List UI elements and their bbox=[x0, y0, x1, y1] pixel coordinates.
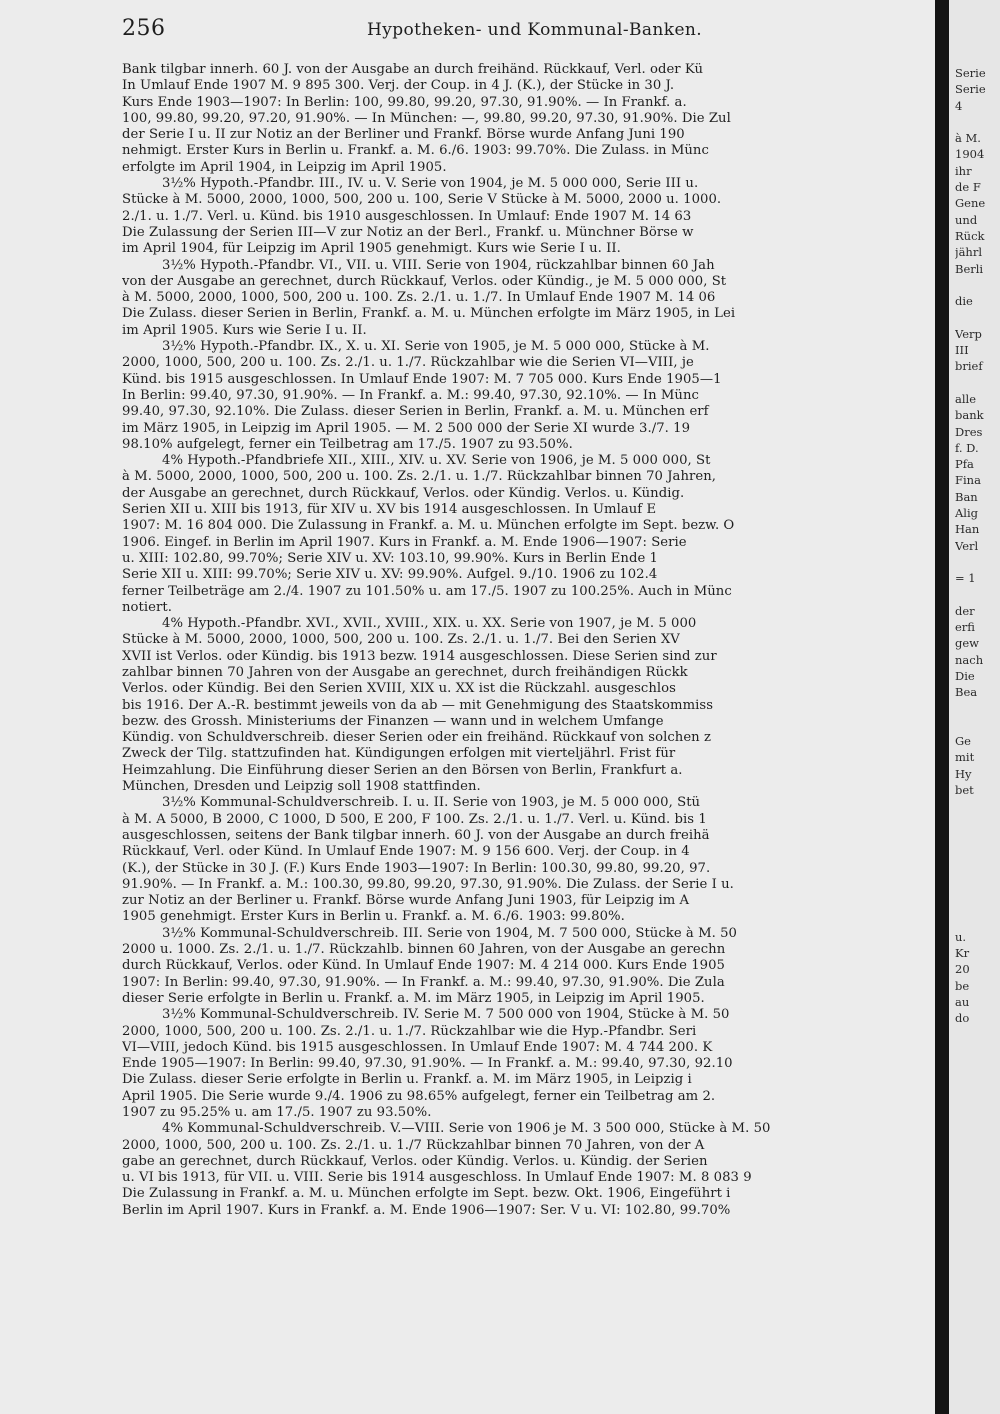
adjacent-page-fragment bbox=[955, 831, 999, 847]
text-line: der Ausgabe an gerechnet, durch Rückkauf, Verlos. oder Kündig. Verlos. u. Kündig. bbox=[122, 485, 685, 501]
text-line: München, Dresden und Leipzig soll 1908 stattfinden. bbox=[122, 779, 481, 795]
text-line: 1907 zu 95.25% u. am 17./5. 1907 zu 93.50%. bbox=[122, 1105, 432, 1120]
adjacent-page-fragment: die bbox=[955, 294, 973, 309]
adjacent-page-fragment: f. D. bbox=[955, 440, 979, 455]
text-line: 1907: In Berlin: 99.40, 97.30, 91.90%. — In Frankf. a. M.: 99.40, 97.30, 91.90%. Die Zula bbox=[122, 974, 725, 990]
text-line: nehmigt. Erster Kurs in Berlin u. Frankf. a. M. 6./6. 1903: 99.70%. Die Zulass. in Münc bbox=[122, 143, 709, 159]
text-line: 3½% Hypoth.-Pfandbr. VI., VII. u. VIII. Serie von 1904, rückzahlbar binnen 60 Jah bbox=[162, 257, 715, 273]
text-line: im April 1904, für Leipzig im April 1905 genehmigt. Kurs wie Serie I u. II. bbox=[122, 241, 621, 257]
adjacent-page-fragment: Alig bbox=[955, 506, 979, 521]
adjacent-page-fragment: Berli bbox=[955, 261, 984, 276]
text-line: 1906. Eingef. in Berlin im April 1907. Kurs in Frankf. a. M. Ende 1906—1907: Serie bbox=[122, 534, 687, 550]
adjacent-page-fragment: à M. bbox=[955, 131, 981, 146]
adjacent-page-fragment: der bbox=[955, 603, 975, 618]
adjacent-page-fragment: Die bbox=[955, 668, 975, 683]
text-line: 2000, 1000, 500, 200 u. 100. Zs. 2./1. u. 1./7 Rückzahlbar binnen 70 Jahren, von der A bbox=[122, 1137, 705, 1153]
adjacent-page-fragment: erfi bbox=[955, 620, 975, 635]
adjacent-page-fragment: Ban bbox=[955, 489, 978, 504]
adjacent-page-fragment bbox=[955, 847, 999, 863]
adjacent-page-fragment: Gene bbox=[955, 196, 986, 211]
text-line: 3½% Kommunal-Schuldverschreib. I. u. II. Serie von 1903, je M. 5 000 000, Stü bbox=[162, 795, 701, 811]
text-line: ferner Teilbeträge am 2./4. 1907 zu 101.50% u. am 17./5. 1907 zu 100.25%. Auch in Münc bbox=[122, 583, 732, 599]
text-line: Die Zulass. dieser Serie erfolgte in Berlin u. Frankf. a. M. im März 1905, in Leipzig i bbox=[122, 1072, 692, 1088]
adjacent-page-fragment: Hy bbox=[955, 766, 972, 781]
adjacent-page-fragment bbox=[955, 309, 999, 325]
text-line: u. VI bis 1913, für VII. u. VIII. Serie bis 1914 ausgeschloss. In Umlauf Ende 1907: M. 8 083 9 bbox=[122, 1170, 752, 1186]
text-line: u. XIII: 102.80, 99.70%; Serie XIV u. XV: 103.10, 99.90%. Kurs in Berlin Ende 1 bbox=[122, 550, 658, 566]
text-line: 3½% Kommunal-Schuldverschreib. III. Serie von 1904, M. 7 500 000, Stücke à M. 50 bbox=[162, 925, 737, 941]
text-line: 91.90%. — In Frankf. a. M.: 100.30, 99.80, 99.20, 97.30, 91.90%. Die Zulass. der Serie I u. bbox=[122, 876, 734, 892]
text-line: 2000, 1000, 500, 200 u. 100. Zs. 2./1. u. 1./7. Rückzahlbar wie die Serien VI—VIII, je bbox=[122, 355, 694, 371]
text-line: zur Notiz an der Berliner u. Frankf. Börse wurde Anfang Juni 1903, für Leipzig im A bbox=[122, 893, 690, 909]
adjacent-page-fragment: Han bbox=[955, 522, 980, 537]
adjacent-page-fragment: Bea bbox=[955, 685, 978, 700]
adjacent-page-fragment bbox=[955, 375, 999, 391]
text-line: Die Zulassung in Frankf. a. M. u. München erfolgte im Sept. bezw. Okt. 1906, Eingeführt i bbox=[122, 1186, 731, 1202]
text-line: 3½% Kommunal-Schuldverschreib. IV. Serie M. 7 500 000 von 1904, Stücke à M. 50 bbox=[162, 1007, 730, 1023]
adjacent-page-fragment: Serie bbox=[955, 66, 986, 80]
body-text bbox=[122, 62, 928, 1362]
text-line: Ende 1905—1907: In Berlin: 99.40, 97.30, 91.90%. — In Frankf. a. M.: 99.40, 97.30, 92.10 bbox=[122, 1056, 733, 1072]
adjacent-page-fragment: u. bbox=[955, 929, 967, 944]
running-title: Hypotheken- und Kommunal-Banken. bbox=[367, 20, 703, 40]
text-line: zahlbar binnen 70 Jahren von der Ausgabe an gerechnet, durch freihändigen Rückk bbox=[122, 664, 688, 680]
text-line: erfolgte im April 1904, in Leipzig im April 1905. bbox=[122, 159, 447, 175]
text-line: In Umlauf Ende 1907 M. 9 895 300. Verj. der Coup. in 4 J. (K.), der Stücke in 30 J. bbox=[122, 78, 675, 94]
adjacent-page-fragment: ihr bbox=[955, 163, 972, 178]
text-line: von der Ausgabe an gerechnet, durch Rückkauf, Verlos. oder Kündig., je M. 5 000 000, St bbox=[122, 273, 727, 289]
adjacent-page-fragment bbox=[955, 554, 999, 570]
adjacent-page-fragment: Kr bbox=[955, 946, 970, 961]
text-line: ausgeschlossen, seitens der Bank tilgbar innerh. 60 J. von der Ausgabe an durch freihä bbox=[122, 827, 710, 843]
adjacent-page-text bbox=[955, 65, 999, 1026]
adjacent-page-fragment: do bbox=[955, 1011, 970, 1026]
text-line: Zweck der Tilg. stattzufinden hat. Kündigungen erfolgen mit vierteljährl. Frist für bbox=[122, 746, 676, 762]
text-line: dieser Serie erfolgte in Berlin u. Frankf. a. M. im März 1905, in Leipzig im April 1905. bbox=[122, 990, 705, 1006]
adjacent-page-fragment: 1904 bbox=[955, 147, 985, 162]
adjacent-page-fragment: bank bbox=[955, 408, 984, 423]
text-line: Die Zulass. dieser Serien in Berlin, Frankf. a. M. u. München erfolgte im März 1905, in Lei bbox=[122, 306, 736, 322]
adjacent-page-fragment bbox=[955, 815, 999, 831]
adjacent-page-fragment bbox=[955, 587, 999, 603]
text-line: 100, 99.80, 99.20, 97.20, 91.90%. — In München: —, 99.80, 99.20, 97.30, 91.90%. Die Zul bbox=[122, 110, 731, 126]
text-line: XVII ist Verlos. oder Kündig. bis 1913 bezw. 1914 ausgeschlossen. Diese Serien sind zur bbox=[122, 648, 717, 664]
text-line: à M. 5000, 2000, 1000, 500, 200 u. 100. Zs. 2./1. u. 1./7. Rückzahlbar binnen 70 Jahren, bbox=[122, 469, 716, 485]
text-line: Die Zulassung der Serien III—V zur Notiz an der Berl., Frankf. u. Münchner Börse w bbox=[122, 224, 694, 240]
text-line: Serie XII u. XIII: 99.70%; Serie XIV u. XV: 99.90%. Aufgel. 9./10. 1906 zu 102.4 bbox=[122, 567, 658, 583]
text-line: 1905 genehmigt. Erster Kurs in Berlin u. Frankf. a. M. 6./6. 1903: 99.80%. bbox=[122, 909, 625, 925]
adjacent-page-fragment: de F bbox=[955, 180, 981, 195]
text-line: Rückkauf, Verl. oder Künd. In Umlauf Ende 1907: M. 9 156 600. Verj. der Coup. in 4 bbox=[122, 844, 690, 860]
text-line: à M. 5000, 2000, 1000, 500, 200 u. 100. Zs. 2./1. u. 1./7. In Umlauf Ende 1907 M. 14 06 bbox=[122, 290, 716, 306]
adjacent-page-fragment: 4 bbox=[955, 98, 963, 113]
page-header bbox=[122, 16, 922, 46]
text-line: (K.), der Stücke in 30 J. (F.) Kurs Ende 1903—1907: In Berlin: 100.30, 99.80, 99.20, 97. bbox=[122, 860, 711, 876]
text-line: im März 1905, in Leipzig im April 1905. — M. 2 500 000 der Serie XI wurde 3./7. 19 bbox=[122, 420, 691, 436]
text-line: gabe an gerechnet, durch Rückkauf, Verlos. oder Kündig. Verlos. u. Kündig. der Serien bbox=[122, 1153, 708, 1169]
text-line: Künd. bis 1915 ausgeschlossen. In Umlauf Ende 1907: M. 7 705 000. Kurs Ende 1905—1 bbox=[122, 371, 722, 387]
page-number: 256 bbox=[122, 16, 166, 41]
text-line: bezw. des Grossh. Ministeriums der Finanzen — wann und in welchem Umfange bbox=[122, 713, 664, 729]
adjacent-page-fragment bbox=[955, 864, 999, 880]
adjacent-page-fragment: Dres bbox=[955, 424, 983, 439]
adjacent-page-fragment: Pfa bbox=[955, 457, 974, 472]
adjacent-page-fragment: au bbox=[955, 994, 970, 1009]
text-line: 98.10% aufgelegt, ferner ein Teilbetrag am 17./5. 1907 zu 93.50%. bbox=[122, 436, 573, 452]
adjacent-page-fragment bbox=[955, 798, 999, 814]
adjacent-page-fragment: = 1 bbox=[955, 571, 976, 586]
adjacent-page-fragment: Verl bbox=[955, 538, 979, 553]
text-line: 4% Hypoth.-Pfandbriefe XII., XIII., XIV. u. XV. Serie von 1906, je M. 5 000 000, St bbox=[162, 453, 711, 469]
text-line: 2000 u. 1000. Zs. 2./1. u. 1./7. Rückzahlb. binnen 60 Jahren, von der Ausgabe an gerechn bbox=[122, 942, 726, 958]
text-line: Kündig. von Schuldverschreib. dieser Serien oder ein freihänd. Rückkauf von solchen z bbox=[122, 730, 711, 746]
adjacent-page-fragment: nach bbox=[955, 652, 984, 667]
adjacent-page-fragment: Verp bbox=[955, 326, 982, 341]
adjacent-page-fragment bbox=[955, 701, 999, 717]
adjacent-page-fragment: gew bbox=[955, 636, 980, 651]
text-line: VI—VIII, jedoch Künd. bis 1915 ausgeschlossen. In Umlauf Ende 1907: M. 4 744 200. K bbox=[122, 1039, 713, 1055]
text-line: In Berlin: 99.40, 97.30, 91.90%. — In Frankf. a. M.: 99.40, 97.30, 92.10%. — In Münc bbox=[122, 387, 699, 403]
adjacent-page-fragment: mit bbox=[955, 750, 975, 765]
text-line: der Serie I u. II zur Notiz an der Berliner und Frankf. Börse wurde Anfang Juni 190 bbox=[122, 127, 685, 143]
text-line: 3½% Hypoth.-Pfandbr. III., IV. u. V. Serie von 1904, je M. 5 000 000, Serie III u. bbox=[162, 176, 699, 192]
text-line: notiert. bbox=[122, 599, 172, 615]
adjacent-page-fragment: III bbox=[955, 343, 969, 358]
text-line: Kurs Ende 1903—1907: In Berlin: 100, 99.80, 99.20, 97.30, 91.90%. — In Frankf. a. bbox=[122, 94, 687, 110]
adjacent-page-fragment: Ge bbox=[955, 734, 971, 749]
text-line: 4% Kommunal-Schuldverschreib. V.—VIII. Serie von 1906 je M. 3 500 000, Stücke à M. 50 bbox=[162, 1121, 771, 1137]
adjacent-page-fragment: alle bbox=[955, 391, 977, 406]
text-line: 99.40, 97.30, 92.10%. Die Zulass. dieser Serien in Berlin, Frankf. a. M. u. München erf bbox=[122, 404, 709, 420]
text-line: 2000, 1000, 500, 200 u. 100. Zs. 2./1. u. 1./7. Rückzahlbar wie die Hyp.-Pfandbr. Seri bbox=[122, 1023, 697, 1039]
adjacent-page-fragment bbox=[955, 896, 999, 912]
adjacent-page-fragment: jährl bbox=[955, 245, 983, 260]
adjacent-page-fragment: brief bbox=[955, 359, 983, 374]
text-line: durch Rückkauf, Verlos. oder Künd. In Umlauf Ende 1907: M. 4 214 000. Kurs Ende 1905 bbox=[122, 958, 725, 974]
adjacent-page-fragment: Fina bbox=[955, 473, 981, 488]
text-line: 4% Hypoth.-Pfandbr. XVI., XVII., XVIII., XIX. u. XX. Serie von 1907, je M. 5 000 bbox=[162, 616, 697, 632]
text-line: Verlos. oder Kündig. Bei den Serien XVIII, XIX u. XX ist die Rückzahl. ausgeschlos bbox=[122, 681, 676, 697]
adjacent-page-fragment: bet bbox=[955, 783, 974, 798]
adjacent-page-fragment bbox=[955, 717, 999, 733]
text-line: Serien XII u. XIII bis 1913, für XIV u. XV bis 1914 ausgeschlossen. In Umlauf E bbox=[122, 502, 657, 518]
adjacent-page-fragment: 20 bbox=[955, 962, 970, 977]
text-line: bis 1916. Der A.-R. bestimmt jeweils von da ab — mit Genehmigung des Staatskommiss bbox=[122, 697, 714, 713]
text-line: à M. A 5000, B 2000, C 1000, D 500, E 200, F 100. Zs. 2./1. u. 1./7. Verl. u. Künd. bis 1 bbox=[122, 811, 707, 827]
text-line: Heimzahlung. Die Einführung dieser Serien an den Börsen von Berlin, Frankfurt a. bbox=[122, 762, 683, 778]
text-line: 1907: M. 16 804 000. Die Zulassung in Frankf. a. M. u. München erfolgte im Sept. bezw. O bbox=[122, 518, 735, 534]
adjacent-page-fragment bbox=[955, 114, 999, 130]
text-line: Stücke à M. 5000, 2000, 1000, 500, 200 u. 100. Zs. 2./1. u. 1./7. Bei den Serien XV bbox=[122, 632, 680, 648]
adjacent-page-fragment bbox=[955, 277, 999, 293]
adjacent-page-fragment: und bbox=[955, 212, 978, 227]
adjacent-page-fragment: Rück bbox=[955, 228, 985, 243]
text-line: 3½% Hypoth.-Pfandbr. IX., X. u. XI. Serie von 1905, je M. 5 000 000, Stücke à M. bbox=[162, 339, 710, 355]
adjacent-page-fragment: Serie bbox=[955, 82, 986, 97]
text-line: Berlin im April 1907. Kurs in Frankf. a. M. Ende 1906—1907: Ser. V u. VI: 102.80, 99.70% bbox=[122, 1202, 731, 1218]
book-gutter-shadow bbox=[935, 0, 949, 1414]
adjacent-page-fragment bbox=[955, 912, 999, 928]
adjacent-page-fragment bbox=[955, 880, 999, 896]
text-line: Stücke à M. 5000, 2000, 1000, 500, 200 u. 100, Serie V Stücke à M. 5000, 2000 u. 1000. bbox=[122, 192, 722, 208]
text-line: 2./1. u. 1./7. Verl. u. Künd. bis 1910 ausgeschlossen. In Umlauf: Ende 1907 M. 14 63 bbox=[122, 208, 692, 224]
text-line: im April 1905. Kurs wie Serie I u. II. bbox=[122, 322, 367, 338]
text-line: April 1905. Die Serie wurde 9./4. 1906 zu 98.65% aufgelegt, ferner ein Teilbetrag am 2. bbox=[122, 1088, 716, 1104]
text-line: Bank tilgbar innerh. 60 J. von der Ausgabe an durch freihänd. Rückkauf, Verl. oder Kü bbox=[122, 62, 704, 77]
adjacent-page-fragment: be bbox=[955, 978, 970, 993]
